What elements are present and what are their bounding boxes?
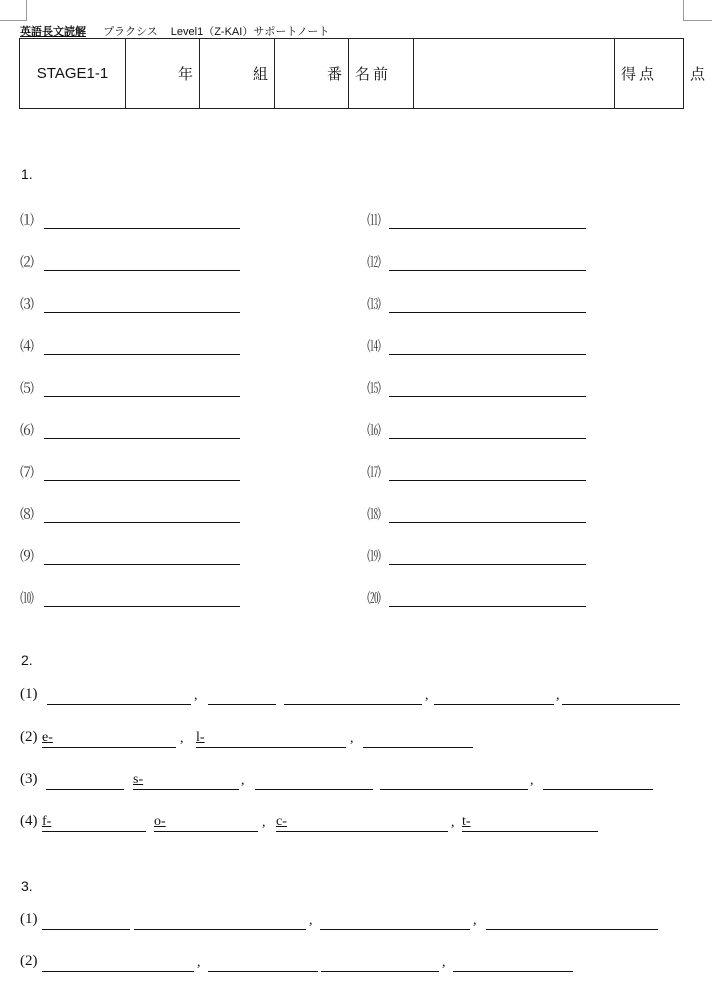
answer-line[interactable] (389, 522, 586, 523)
section-3-number: 3. (21, 878, 33, 894)
name-label: 名前 (349, 39, 414, 109)
answer-line[interactable] (44, 522, 240, 523)
answer-line[interactable] (389, 564, 586, 565)
answer-blank[interactable] (363, 729, 473, 748)
q1-item-number: ⑻ (20, 508, 34, 523)
answer-line[interactable] (44, 606, 240, 607)
comma: , (451, 815, 455, 830)
answer-blank[interactable] (42, 813, 146, 832)
q1-item-number: ⒄ (367, 466, 381, 481)
answer-blank[interactable] (562, 686, 680, 705)
q1-item-number: ⑴ (20, 214, 34, 229)
q1-item-number: ⒅ (367, 508, 381, 523)
answer-blank[interactable] (154, 813, 258, 832)
answer-blank[interactable] (434, 686, 554, 705)
section-1-number: 1. (21, 166, 33, 182)
answer-blank[interactable] (462, 813, 598, 832)
answer-line[interactable] (44, 480, 240, 481)
q2-row-number: (1) (20, 686, 38, 702)
comma: , (350, 731, 354, 746)
section-2-number: 2. (21, 652, 33, 668)
answer-line[interactable] (389, 312, 586, 313)
q1-item-number: ⒆ (367, 550, 381, 565)
q3-row-1 (20, 911, 700, 935)
q1-item-number: ⑹ (20, 424, 34, 439)
word-prefix: l- (196, 730, 205, 745)
answer-line[interactable] (44, 354, 240, 355)
q1-item-number: ⑽ (20, 592, 34, 607)
q2-row-1 (20, 686, 700, 710)
answer-blank[interactable] (42, 953, 194, 972)
comma: , (556, 688, 560, 703)
page-corner-mark-left (0, 0, 27, 21)
answer-line[interactable] (389, 270, 586, 271)
q1-item-number: ⒇ (367, 592, 381, 607)
q1-item-number: ⑶ (20, 298, 34, 313)
answer-line[interactable] (44, 312, 240, 313)
answer-blank[interactable] (47, 686, 191, 705)
comma: , (241, 773, 245, 788)
q1-item-number: ⑺ (20, 466, 34, 481)
publisher-name: プラクシス (103, 26, 158, 38)
q3-row-number: (2) (20, 953, 38, 969)
answer-blank[interactable] (133, 771, 239, 790)
answer-line[interactable] (44, 564, 240, 565)
answer-blank[interactable] (276, 813, 448, 832)
answer-blank[interactable] (134, 911, 306, 930)
word-prefix: e- (42, 730, 53, 745)
comma: , (442, 955, 446, 970)
answer-blank[interactable] (380, 771, 528, 790)
answer-line[interactable] (389, 396, 586, 397)
comma: , (180, 731, 184, 746)
comma: , (197, 955, 201, 970)
word-prefix: t- (462, 814, 471, 829)
answer-line[interactable] (389, 228, 586, 229)
class-field[interactable]: 組 (200, 39, 275, 109)
q2-row-number: (4) (20, 813, 38, 829)
q1-item-number: ⒂ (367, 382, 381, 397)
q2-row-4 (20, 813, 700, 837)
q2-row-number: (3) (20, 771, 38, 787)
answer-line[interactable] (389, 480, 586, 481)
q3-row-2 (20, 953, 700, 977)
answer-line[interactable] (389, 438, 586, 439)
q1-item-number: ⒃ (367, 424, 381, 439)
q2-row-number: (2) (20, 729, 38, 745)
comma: , (262, 815, 266, 830)
q1-item-number: ⑵ (20, 256, 34, 271)
answer-line[interactable] (389, 606, 586, 607)
year-field[interactable]: 年 (126, 39, 200, 109)
answer-blank[interactable] (196, 729, 346, 748)
comma: , (309, 913, 313, 928)
student-info-table: STAGE1-1 年 組 番 名前 得点 点 (19, 38, 684, 109)
q1-item-number: ⑿ (367, 256, 381, 271)
q2-row-3 (20, 771, 700, 795)
q1-item-number: ⑾ (367, 214, 381, 229)
student-number-field[interactable]: 番 (275, 39, 349, 109)
answer-blank[interactable] (208, 953, 318, 972)
q1-item-number: ⑸ (20, 382, 34, 397)
subject-title: 英語長文読解 (20, 26, 86, 38)
document-header (20, 23, 329, 39)
stage-label: STAGE1-1 (20, 39, 126, 109)
answer-line[interactable] (44, 438, 240, 439)
q3-row-number: (1) (20, 911, 38, 927)
level-title: Level1（Z-KAI）サポートノート (170, 26, 330, 38)
page-corner-mark-right (683, 0, 712, 21)
answer-blank[interactable] (321, 953, 439, 972)
q1-item-number: ⑼ (20, 550, 34, 565)
q1-item-number: ⒁ (367, 340, 381, 355)
comma: , (425, 688, 429, 703)
answer-blank[interactable] (320, 911, 470, 930)
answer-blank[interactable] (208, 686, 276, 705)
word-prefix: s- (133, 772, 144, 787)
answer-line[interactable] (44, 270, 240, 271)
comma: , (473, 913, 477, 928)
word-prefix: o- (154, 814, 166, 829)
score-label: 得点 (615, 39, 684, 109)
answer-blank[interactable] (486, 911, 658, 930)
answer-blank[interactable] (42, 911, 130, 930)
comma: , (194, 688, 198, 703)
answer-line[interactable] (44, 396, 240, 397)
answer-blank[interactable] (284, 686, 422, 705)
answer-line[interactable] (44, 228, 240, 229)
q2-row-2 (20, 729, 700, 753)
answer-blank[interactable] (453, 953, 573, 972)
q1-item-number: ⒀ (367, 298, 381, 313)
answer-blank[interactable] (255, 771, 373, 790)
comma: , (530, 773, 534, 788)
q1-item-number: ⑷ (20, 340, 34, 355)
word-prefix: f- (42, 814, 52, 829)
word-prefix: c- (276, 814, 287, 829)
answer-line[interactable] (389, 354, 586, 355)
name-field[interactable] (414, 39, 615, 109)
answer-blank[interactable] (46, 771, 124, 790)
answer-blank[interactable] (543, 771, 653, 790)
answer-blank[interactable] (42, 729, 176, 748)
